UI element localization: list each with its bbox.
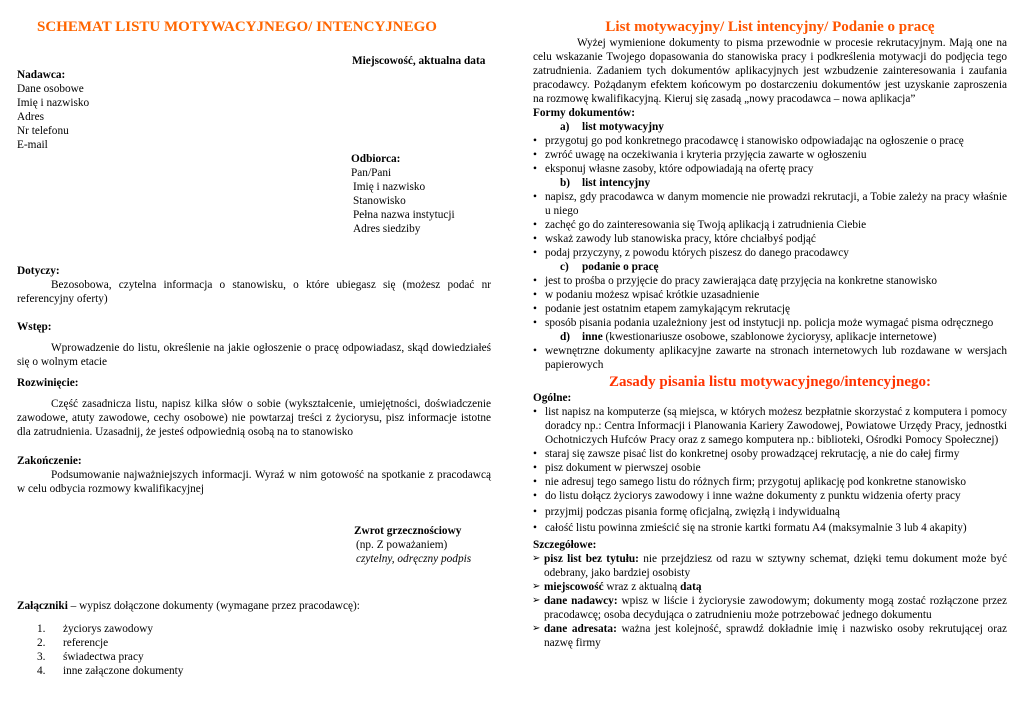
list-item: ➢ pisz list bez tytułu: nie przejdziesz od razu w sztywny schemat, dzięki temu dokument może być odebrany, jako bardziej osobisty bbox=[533, 552, 1007, 580]
list-item: ➢ miejscowość wraz z aktualną datą bbox=[533, 580, 1007, 594]
attachments-heading bbox=[17, 599, 491, 613]
info-title: List motywacyjny/ List intencyjny/ Podanie o pracę bbox=[605, 19, 935, 35]
recipient-line: Adres siedziby bbox=[353, 223, 421, 235]
list-item: 3. świadectwa pracy bbox=[37, 651, 144, 663]
list-item: • przygotuj go pod konkretnego pracodawcę i stanowisko odpowiadając na ogłoszenie o pracę bbox=[533, 134, 1007, 148]
sender-line: Nr telefonu bbox=[17, 125, 69, 137]
body-text: Część zasadnicza listu, napisz kilka słów o sobie (wykształcenie, umiejętności, doświadczenie zawodowe, atuty zawodowe, cechy osobowe) nie powtarzaj treści z życiorysu, pisz informacje istotne dla zatrudnienia. Uzasadnij, że jesteś odpowiednią osobą na to stanowisko bbox=[17, 398, 491, 438]
courtesy-block bbox=[354, 524, 504, 566]
recipient-heading: Odbiorca: bbox=[351, 153, 401, 165]
ending-text: Podsumowanie najważniejszych informacji. Wyraź w nim gotowość na spotkanie z pracodawcą w celu odbycia rozmowy kwalifikacyjnej bbox=[17, 469, 491, 495]
attachments-heading-rest: – wypisz dołączone dokumenty (wymagane przez pracodawcę): bbox=[67, 600, 360, 612]
list-item: • wskaż zawody lub stanowiska pracy, które chciałbyś podjąć bbox=[533, 232, 1007, 246]
courtesy-heading: Zwrot grzecznościowy bbox=[354, 525, 462, 537]
rules-title: Zasady pisania listu motywacyjnego/intencyjnego: bbox=[608, 374, 932, 390]
forms-heading: Formy dokumentów: bbox=[533, 107, 635, 119]
list-item: • całość listu powinna zmieścić się na stronie kartki formatu A4 (maksymalnie 3 lub 4 akapity) bbox=[533, 521, 1007, 535]
list-item: • staraj się zawsze pisać list do konkretnej osoby prowadzącej rekrutację, a nie do całej firmy bbox=[533, 447, 1007, 461]
list-item: • nie adresuj tego samego listu do różnych firm; przygotuj aplikację pod konkretne stanowisko bbox=[533, 475, 1007, 489]
list-item: • wewnętrzne dokumenty aplikacyjne zawarte na stronach internetowych lub rozdawane w wersjach papierowych bbox=[533, 344, 1007, 372]
detail-list bbox=[533, 552, 1007, 650]
intro-heading: Wstęp: bbox=[17, 321, 52, 333]
recipient-line: Pan/Pani bbox=[351, 167, 392, 179]
form-heading: d) inne (kwestionariusze osobowe, szablonowe życiorysy, aplikacje internetowe) bbox=[560, 331, 937, 343]
attachments-heading-bold: Załączniki bbox=[17, 600, 68, 612]
attachments-list bbox=[17, 622, 491, 678]
ending-section bbox=[17, 454, 491, 496]
list-item: 1. życiorys zawodowy bbox=[37, 623, 154, 635]
list-item: • list napisz na komputerze (są miejsca, w których możesz bezpłatnie skorzystać z komputera i pomocy doradcy np.: Centra Informacji i Planowania Kariery Zawodowej, Powiatowe Urzędy Pracy, jednostki Ochotniczych Hufców Pracy oraz z samego komputera np.: biblioteki, Ośrodki Pomocy Społecznej) bbox=[533, 405, 1007, 447]
ending-heading: Zakończenie: bbox=[17, 455, 82, 467]
recipient-block bbox=[351, 152, 501, 236]
form-b bbox=[533, 176, 1007, 260]
intro-text: Wprowadzenie do listu, określenie na jakie ogłoszenie o pracę odpowiadasz, skąd dowiedziałeś się o wolnym etacie bbox=[17, 342, 491, 368]
body-section bbox=[17, 376, 491, 439]
form-list bbox=[533, 344, 1007, 372]
list-item: • do listu dołącz życiorys zawodowy i inne ważne dokumenty z punktu widzenia oferty pracy bbox=[533, 489, 1007, 503]
regarding-text: Bezosobowa, czytelna informacja o stanowisku, o które ubiegasz się (możesz podać nr referencyjny oferty) bbox=[17, 279, 491, 305]
sender-line: Adres bbox=[17, 111, 44, 123]
form-list bbox=[533, 134, 1007, 176]
list-item: 2. referencje bbox=[37, 637, 109, 649]
intro-section bbox=[17, 320, 491, 369]
letter-schema-column bbox=[17, 18, 491, 36]
form-heading: c) podanie o pracę bbox=[560, 261, 659, 273]
list-item: • zwróć uwagę na oczekiwania i kryteria przyjęcia zawarte w ogłoszeniu bbox=[533, 148, 1007, 162]
sender-line: Imię i nazwisko bbox=[17, 97, 90, 109]
detail-heading: Szczegółowe: bbox=[533, 539, 597, 551]
list-item: • zachęć go do zainteresowania się Twoją aplikacją i zatrudnienia Ciebie bbox=[533, 218, 1007, 232]
info-intro: Wyżej wymienione dokumenty to pisma przewodnie w procesie rekrutacyjnym. Mają one na celu wskazanie Twojego dopasowania do stanowiska pracy i podkreślenia motywacji do podjęcia tego zatrudnienia. Zadaniem tych dokumentów aplikacyjnych jest wzbudzenie zainteresowania i zaufania pracodawcy. Pożądanym efektem końcowym po dostarczeniu dokumentów jest uzyskanie zaproszenia na rozmowę kwalifikacyjną. Kieruj się zasadą „nowy pracodawca – nowa aplikacja” bbox=[533, 37, 1007, 105]
courtesy-example: (np. Z poważaniem) bbox=[356, 539, 448, 551]
signature-note: czytelny, odręczny podpis bbox=[356, 553, 472, 565]
form-a bbox=[533, 120, 1007, 176]
place-date-label: Miejscowość, aktualna data bbox=[352, 55, 486, 67]
list-item: • napisz, gdy pracodawca w danym momencie nie prowadzi rekrutacji, a Tobie zależy na pracy właśnie u niego bbox=[533, 190, 1007, 218]
form-list bbox=[533, 190, 1007, 260]
general-list bbox=[533, 405, 1007, 535]
sender-line: E-mail bbox=[17, 139, 48, 151]
list-item: • pisz dokument w pierwszej osobie bbox=[533, 461, 1007, 475]
list-item: • eksponuj własne zasoby, które odpowiadają na ofertę pracy bbox=[533, 162, 1007, 176]
recipient-line: Imię i nazwisko bbox=[353, 181, 426, 193]
recipient-line: Stanowisko bbox=[353, 195, 406, 207]
list-item: • podaj przyczyny, z powodu których piszesz do danego pracodawcy bbox=[533, 246, 1007, 260]
list-item: • przyjmij podczas pisania formę oficjalną, zwięzłą i indywidualną bbox=[533, 505, 1007, 519]
list-item: • podanie jest ostatnim etapem zamykającym rekrutację bbox=[533, 302, 1007, 316]
list-item: ➢ dane nadawcy: wpisz w liście i życiorysie zawodowym; dokumenty mogą zostać rozłączone przez pracodawcę; osoba decydująca o zatrudnieniu może potrzebować jednego dokumentu bbox=[533, 594, 1007, 622]
body-heading: Rozwinięcie: bbox=[17, 377, 79, 389]
sender-line: Dane osobowe bbox=[17, 83, 84, 95]
regarding-section bbox=[17, 264, 491, 306]
letter-info-column bbox=[533, 18, 1007, 650]
list-item: • jest to prośba o przyjęcie do pracy zawierająca datę przyjęcia na konkretne stanowisko bbox=[533, 274, 1007, 288]
form-list bbox=[533, 274, 1007, 330]
form-d bbox=[533, 330, 1007, 372]
list-item: • sposób pisania podania uzależniony jest od instytucji np. policja może wymagać pisma odręcznego bbox=[533, 316, 1007, 330]
schema-title: SCHEMAT LISTU MOTYWACYJNEGO/ INTENCYJNEGO bbox=[37, 19, 437, 35]
general-heading: Ogólne: bbox=[533, 392, 572, 404]
list-item: ➢ dane adresata: ważna jest kolejność, sprawdź dokładnie imię i nazwisko osoby rekrutującej oraz nazwę firmy bbox=[533, 622, 1007, 650]
form-c bbox=[533, 260, 1007, 330]
attachments-section bbox=[17, 599, 491, 678]
form-heading: b) list intencyjny bbox=[560, 177, 651, 189]
sender-heading: Nadawca: bbox=[17, 69, 66, 81]
list-item: 4. inne załączone dokumenty bbox=[37, 665, 184, 677]
regarding-heading: Dotyczy: bbox=[17, 265, 60, 277]
list-item: • w podaniu możesz wpisać krótkie uzasadnienie bbox=[533, 288, 1007, 302]
form-heading: a) list motywacyjny bbox=[560, 121, 664, 133]
recipient-line: Pełna nazwa instytucji bbox=[353, 209, 455, 221]
sender-block bbox=[17, 68, 267, 152]
